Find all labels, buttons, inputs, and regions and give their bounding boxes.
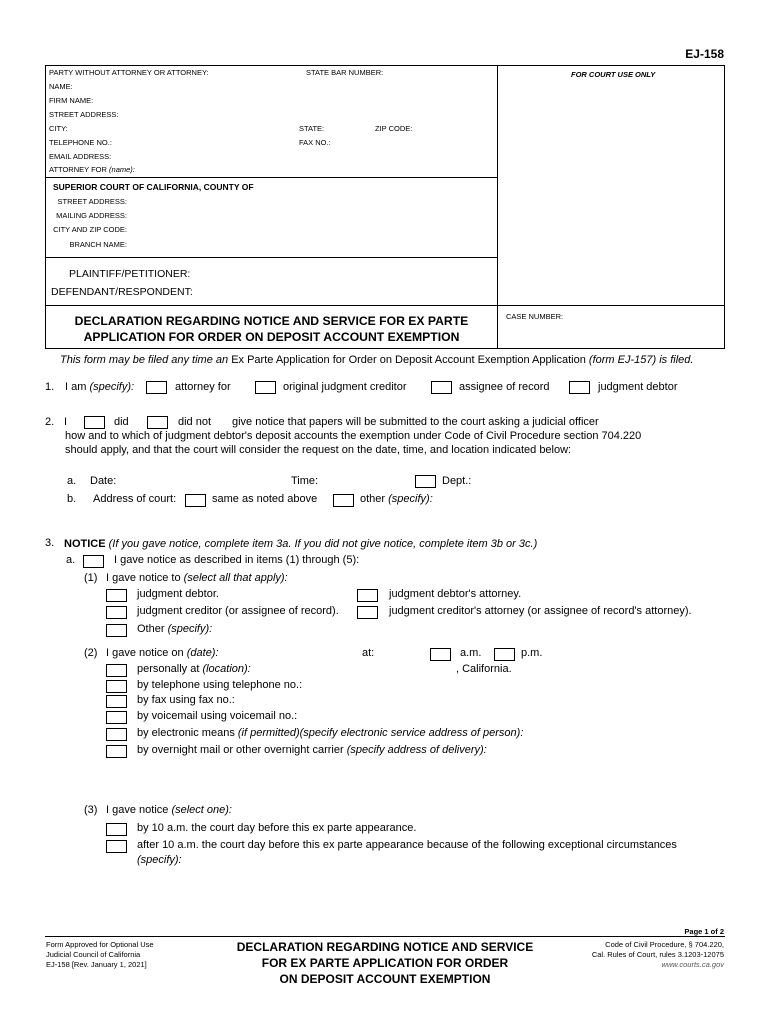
- item2-text2: how and to which of judgment debtor's deposit accounts the exemption under Code of Civil Procedure section 704.220: [65, 430, 642, 442]
- form-id: EJ-158: [685, 47, 724, 61]
- item2-text1: give notice that papers will be submitted to the court asking a judicial officer: [232, 416, 599, 428]
- personally-location-hint: (location):: [202, 663, 251, 675]
- am-label: a.m.: [460, 647, 482, 659]
- footer-title-line2: FOR EX PARTE APPLICATION FOR ORDER: [261, 956, 509, 970]
- attorney-for-text: ATTORNEY FOR: [49, 165, 107, 174]
- checkbox-before-10am[interactable]: [106, 823, 127, 836]
- intro-part2: Ex Parte Application for Order on Deposit Account Exemption Application: [231, 354, 586, 366]
- sub1-instructions: (select all that apply):: [183, 572, 288, 584]
- court-street-label: STREET ADDRESS:: [57, 197, 127, 206]
- item2a-label: a.: [67, 475, 77, 487]
- approved-line2: Judicial Council of California: [46, 950, 141, 959]
- item1-lead-text: I am: [65, 381, 87, 393]
- personally-label: [137, 663, 251, 675]
- checkbox-assignee[interactable]: [431, 381, 452, 394]
- voicemail-label: by voicemail using voicemail no.:: [137, 710, 298, 722]
- fax-label: by fax using fax no.:: [137, 694, 235, 706]
- item2b-label: b.: [67, 493, 77, 505]
- item1-specify: (specify):: [89, 381, 135, 393]
- date-label: Date:: [90, 475, 117, 487]
- checkbox-attorney-for[interactable]: [146, 381, 167, 394]
- intro-text: [60, 354, 693, 366]
- item3-heading: [64, 538, 537, 550]
- footer-title-line1: DECLARATION REGARDING NOTICE AND SERVICE: [236, 940, 534, 954]
- dept-label: Dept.:: [442, 475, 472, 487]
- checkbox-notice-judgment-creditor[interactable]: [106, 606, 127, 619]
- intro-part3: (form EJ-157) is filed.: [588, 354, 694, 366]
- notice-judgment-creditor-label: judgment creditor (or assignee of record).: [137, 605, 339, 617]
- after-10am-label: after 10 a.m. the court day before this ex parte appearance because of the following exceptional circumstances: [137, 839, 677, 851]
- notice-instructions: (If you gave notice, complete item 3a. If you did not give notice, complete item 3b or 3c.): [108, 538, 538, 550]
- checkbox-gave-notice[interactable]: [83, 555, 104, 568]
- checkbox-notice-debtor-attorney[interactable]: [357, 589, 378, 602]
- website-link[interactable]: www.courts.ca.gov: [661, 960, 724, 969]
- court-branch-label: BRANCH NAME:: [69, 240, 127, 249]
- overnight-instructions: (specify address of delivery):: [346, 744, 487, 756]
- firm-label: FIRM NAME:: [49, 96, 94, 105]
- court-title: SUPERIOR COURT OF CALIFORNIA, COUNTY OF: [53, 182, 254, 192]
- footer-divider: [45, 936, 725, 937]
- case-number-label: CASE NUMBER:: [506, 312, 564, 321]
- telephone-label: by telephone using telephone no.:: [137, 679, 303, 691]
- street-label: STREET ADDRESS:: [49, 110, 119, 119]
- checkbox-dept[interactable]: [415, 475, 436, 488]
- notice-other-text: Other: [137, 623, 165, 635]
- checkbox-same-as-noted[interactable]: [185, 494, 206, 507]
- address-label: Address of court:: [93, 493, 177, 505]
- caption-right-border: [724, 65, 725, 349]
- code-line2: Cal. Rules of Court, rules 3.1203-12075: [591, 950, 724, 959]
- notice-other-specify: (specify):: [167, 623, 213, 635]
- option-original-creditor: original judgment creditor: [283, 381, 407, 393]
- overnight-text: by overnight mail or other overnight carrier: [137, 744, 344, 756]
- item3-number: 3.: [45, 537, 55, 549]
- defendant-label: DEFENDANT/RESPONDENT:: [51, 286, 193, 298]
- parties-title-divider: [45, 305, 725, 306]
- did-not-label: did not: [178, 416, 212, 428]
- other-address-specify: (specify):: [388, 493, 433, 505]
- electronic-label: [137, 727, 523, 739]
- sub2-lead: I gave notice on: [106, 647, 184, 659]
- code-line1: Code of Civil Procedure, § 704.220,: [605, 940, 724, 949]
- notice-creditor-attorney-label: judgment creditor's attorney (or assignee of record's attorney).: [389, 605, 692, 617]
- checkbox-after-10am[interactable]: [106, 840, 127, 853]
- option-attorney-for: attorney for: [175, 381, 231, 393]
- court-city-label: CITY AND ZIP CODE:: [53, 225, 127, 234]
- item2-lead: I: [64, 416, 68, 428]
- court-use-divider: [497, 65, 498, 349]
- checkbox-fax[interactable]: [106, 695, 127, 708]
- sub3-text: [106, 804, 232, 816]
- checkbox-judgment-debtor[interactable]: [569, 381, 590, 394]
- form-title-line2: APPLICATION FOR ORDER ON DEPOSIT ACCOUNT EXEMPTION: [83, 330, 460, 344]
- option-assignee: assignee of record: [459, 381, 550, 393]
- checkbox-original-creditor[interactable]: [255, 381, 276, 394]
- checkbox-pm[interactable]: [494, 648, 515, 661]
- item3a-text: I gave notice as described in items (1) through (5):: [114, 554, 360, 566]
- attorney-for-name-hint: (name):: [109, 165, 135, 174]
- before-10am-label: by 10 a.m. the court day before this ex parte appearance.: [137, 822, 417, 834]
- checkbox-telephone[interactable]: [106, 680, 127, 693]
- checkbox-overnight[interactable]: [106, 745, 127, 758]
- overnight-label: [137, 744, 487, 756]
- caption-top-border: [45, 65, 725, 66]
- attorney-for-label: [49, 165, 135, 174]
- notice-other-label: [137, 623, 212, 635]
- checkbox-notice-other[interactable]: [106, 624, 127, 637]
- checkbox-other-address[interactable]: [333, 494, 354, 507]
- other-address-label: [360, 493, 433, 505]
- fax-label: FAX NO.:: [299, 138, 331, 147]
- checkbox-notice-creditor-attorney[interactable]: [357, 606, 378, 619]
- checkbox-notice-judgment-debtor[interactable]: [106, 589, 127, 602]
- checkbox-am[interactable]: [430, 648, 451, 661]
- checkbox-voicemail[interactable]: [106, 711, 127, 724]
- checkbox-personally[interactable]: [106, 664, 127, 677]
- intro-part1: This form may be filed any time an: [60, 354, 229, 366]
- personally-text: personally at: [137, 663, 200, 675]
- pm-label: p.m.: [521, 647, 543, 659]
- name-label: NAME:: [49, 82, 73, 91]
- notice-judgment-debtor-label: judgment debtor.: [137, 588, 219, 600]
- checkbox-did-not[interactable]: [147, 416, 168, 429]
- attorney-court-divider: [45, 177, 498, 178]
- california-label: , California.: [456, 663, 512, 675]
- sub1-lead: I gave notice to: [106, 572, 181, 584]
- court-use-label: FOR COURT USE ONLY: [571, 70, 656, 79]
- item3a-label: a.: [66, 554, 76, 566]
- caption-bottom-border: [45, 348, 725, 349]
- court-parties-divider: [45, 257, 498, 258]
- sub3-lead: I gave notice: [106, 804, 169, 816]
- state-label: STATE:: [299, 124, 325, 133]
- notice-heading: NOTICE: [64, 538, 106, 550]
- electronic-text: by electronic means: [137, 727, 235, 739]
- phone-label: TELEPHONE NO.:: [49, 138, 112, 147]
- form-title-line1: DECLARATION REGARDING NOTICE AND SERVICE FOR EX PARTE: [74, 314, 469, 328]
- item1-lead: [65, 381, 134, 393]
- sub2-number: (2): [84, 647, 98, 659]
- caption-left-border: [45, 65, 46, 349]
- email-label: EMAIL ADDRESS:: [49, 152, 112, 161]
- checkbox-did[interactable]: [84, 416, 105, 429]
- item2-text3: should apply, and that the court will consider the request on the date, time, and location indicated below:: [65, 444, 572, 456]
- court-mailing-label: MAILING ADDRESS:: [56, 211, 127, 220]
- other-address-text: other: [360, 493, 386, 505]
- approved-line3: EJ-158 [Rev. January 1, 2021]: [46, 960, 147, 969]
- plaintiff-label: PLAINTIFF/PETITIONER:: [69, 268, 191, 280]
- electronic-instructions: (if permitted)(specify electronic service address of person):: [237, 727, 524, 739]
- zip-label: ZIP CODE:: [375, 124, 413, 133]
- sub2-date-hint: (date):: [186, 647, 219, 659]
- option-judgment-debtor: judgment debtor: [598, 381, 678, 393]
- sub3-instructions: (select one):: [171, 804, 232, 816]
- same-as-noted-label: same as noted above: [212, 493, 318, 505]
- sub1-text: [106, 572, 288, 584]
- sub3-number: (3): [84, 804, 98, 816]
- checkbox-electronic[interactable]: [106, 728, 127, 741]
- item1-number: 1.: [45, 381, 55, 393]
- approved-line1: Form Approved for Optional Use: [46, 940, 154, 949]
- sub2-text: [106, 647, 219, 659]
- notice-debtor-attorney-label: judgment debtor's attorney.: [389, 588, 522, 600]
- party-label: PARTY WITHOUT ATTORNEY OR ATTORNEY:: [49, 68, 209, 77]
- after-10am-specify: (specify):: [137, 854, 182, 866]
- time-label: Time:: [291, 475, 319, 487]
- city-label: CITY:: [49, 124, 68, 133]
- sub1-number: (1): [84, 572, 98, 584]
- sub2-at-label: at:: [362, 647, 375, 659]
- footer-title-line3: ON DEPOSIT ACCOUNT EXEMPTION: [279, 972, 491, 986]
- did-label: did: [114, 416, 129, 428]
- state-bar-label: STATE BAR NUMBER:: [306, 68, 384, 77]
- item2-number: 2.: [45, 416, 55, 428]
- page-number: Page 1 of 2: [684, 927, 724, 936]
